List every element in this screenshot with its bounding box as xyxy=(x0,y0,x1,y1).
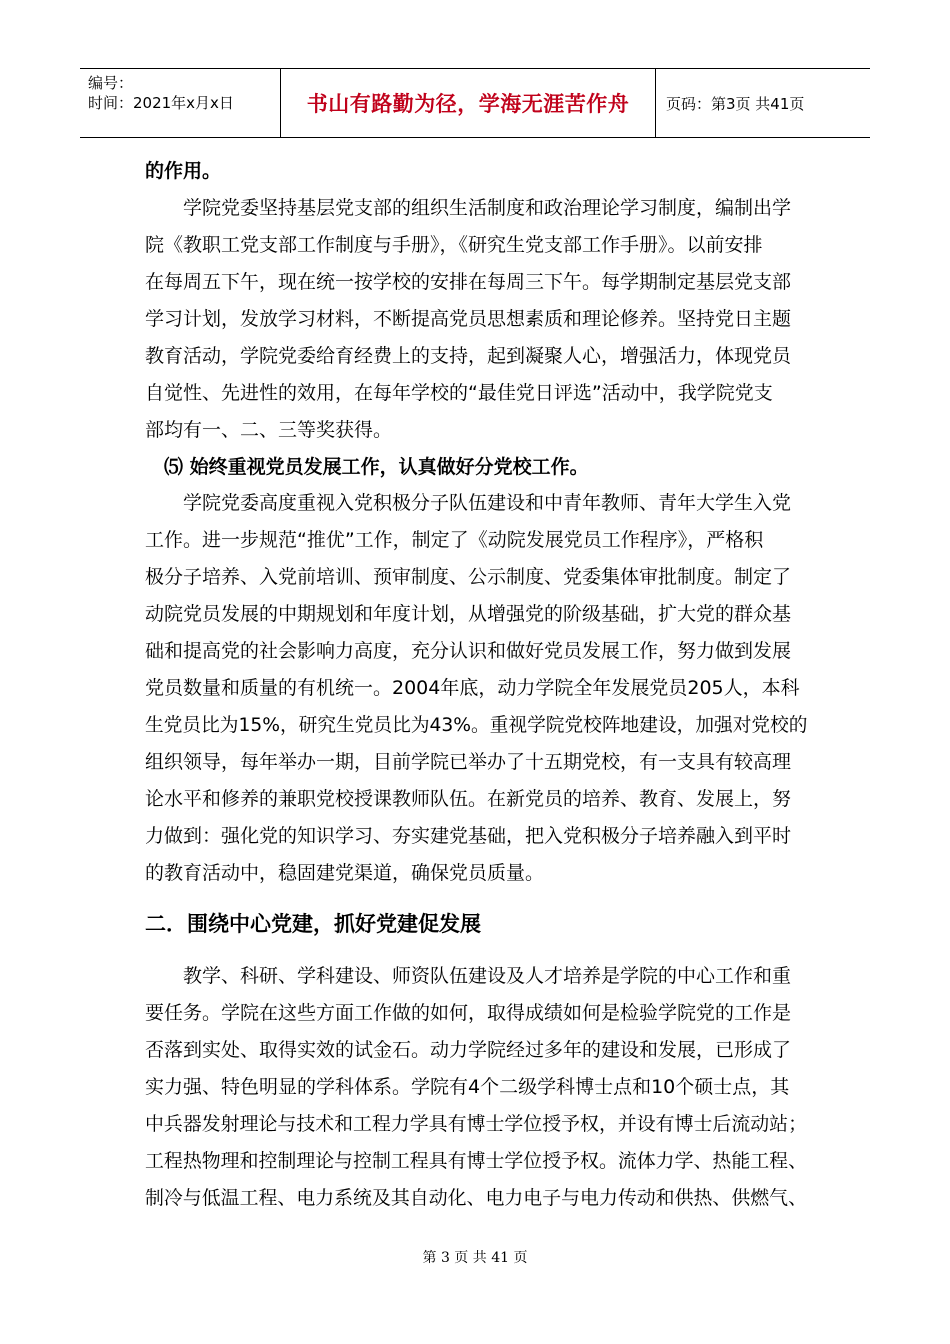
body-line: 党员数量和质量的有机统一。2004年底，动力学院全年发展党员205人，本科 xyxy=(145,677,800,699)
header-info-cell xyxy=(80,69,281,137)
document-number-label: 编号： xyxy=(88,74,134,92)
body-line: 生党员比为15%，研究生党员比为43%。重视学院党校阵地建设，加强对党校的 xyxy=(145,714,808,736)
body-line: 学习计划，发放学习材料，不断提高党员思想素质和理论修养。坚持党日主题 xyxy=(145,308,792,330)
header-page-cell xyxy=(656,69,870,137)
body-line: 学院党委高度重视入党积极分子队伍建设和中青年教师、青年大学生入党 xyxy=(145,492,792,514)
body-line: 要任务。学院在这些方面工作做的如何，取得成绩如何是检验学院党的工作是 xyxy=(145,1002,792,1024)
body-line: 教育活动，学院党委给育经费上的支持，起到凝聚人心，增强活力，体现党员 xyxy=(145,345,792,367)
header-motto-cell xyxy=(281,69,656,137)
body-line: 工程热物理和控制理论与控制工程具有博士学位授予权。流体力学、热能工程、 xyxy=(145,1150,808,1172)
body-line: 中兵器发射理论与技术和工程力学具有博士学位授予权，并设有博士后流动站； xyxy=(145,1113,808,1135)
header-motto: 书山有路勤为径，学海无涯苦作舟 xyxy=(306,91,630,116)
body-line: 极分子培养、入党前培训、预审制度、公示制度、党委集体审批制度。制定了 xyxy=(145,566,792,588)
body-line: 制冷与低温工程、电力系统及其自动化、电力电子与电力传动和供热、供燃气、 xyxy=(145,1187,808,1209)
page-header xyxy=(80,68,870,138)
subsection-heading: ⑸ 始终重视党员发展工作，认真做好分党校工作。 xyxy=(145,456,589,478)
page-footer: 第 3 页 共 41 页 xyxy=(422,1250,528,1266)
header-page-code: 页码：第3页 共41页 xyxy=(666,94,805,113)
body-line: 论水平和修养的兼职党校授课教师队伍。在新党员的培养、教育、发展上，努 xyxy=(145,788,792,810)
body-line: 在每周五下午，现在统一按学校的安排在每周三下午。每学期制定基层党支部 xyxy=(145,271,792,293)
body-line: 自觉性、先进性的效用，在每年学校的“最佳党日评选”活动中，我学院党支 xyxy=(145,382,773,404)
body-line: 力做到：强化党的知识学习、夯实建党基础，把入党积极分子培养融入到平时 xyxy=(145,825,792,847)
body-line: 否落到实处、取得实效的试金石。动力学院经过多年的建设和发展，已形成了 xyxy=(145,1039,792,1061)
body-line: 学院党委坚持基层党支部的组织生活制度和政治理论学习制度，编制出学 xyxy=(145,197,792,219)
body-line: 实力强、特色明显的学科体系。学院有4个二级学科博士点和10个硕士点，其 xyxy=(145,1076,790,1098)
body-line: 部均有一、二、三等奖获得。 xyxy=(145,419,393,441)
document-time-label: 时间：2021年x月x日 xyxy=(88,94,234,112)
body-line: 的作用。 xyxy=(145,160,222,182)
body-line: 组织领导，每年举办一期，目前学院已举办了十五期党校，有一支具有较高理 xyxy=(145,751,792,773)
body-line: 院《教职工党支部工作制度与手册》，《研究生党支部工作手册》。以前安排 xyxy=(145,234,763,256)
body-line: 的教育活动中，稳固建党渠道，确保党员质量。 xyxy=(145,862,545,884)
body-line: 动院党员发展的中期规划和年度计划，从增强党的阶级基础，扩大党的群众基 xyxy=(145,603,792,625)
body-line: 教学、科研、学科建设、师资队伍建设及人才培养是学院的中心工作和重 xyxy=(145,965,792,987)
body-line: 础和提高党的社会影响力高度，充分认识和做好党员发展工作，努力做到发展 xyxy=(145,640,792,662)
body-line: 工作。进一步规范“推优”工作，制定了《动院发展党员工作程序》，严格积 xyxy=(145,529,764,551)
section-heading: 二．围绕中心党建，抓好党建促发展 xyxy=(145,912,481,936)
